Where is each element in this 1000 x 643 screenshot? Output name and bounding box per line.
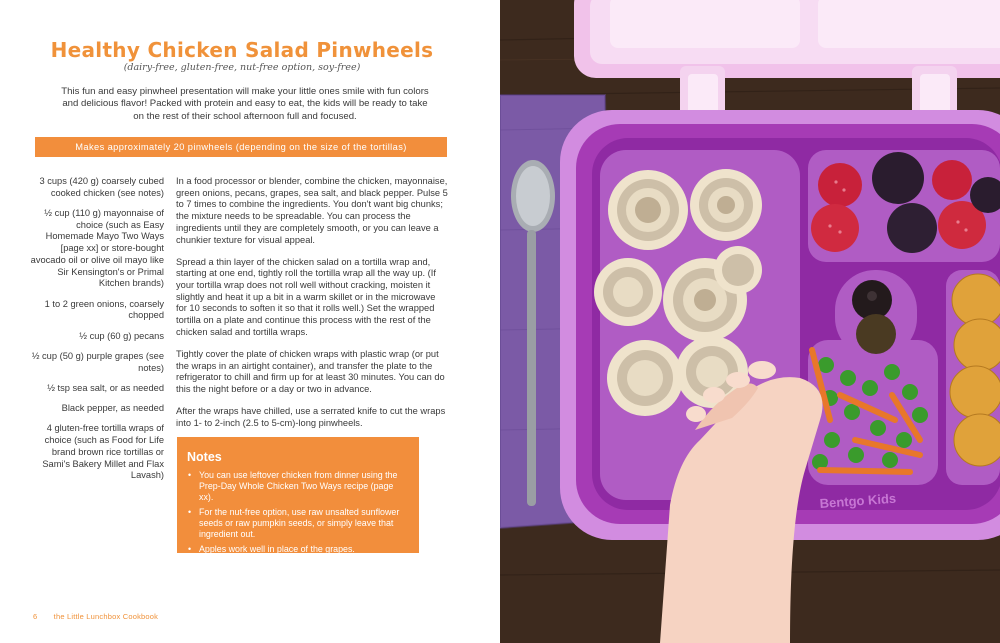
- ingredient-item: ½ cup (60 g) pecans: [79, 330, 164, 341]
- direction-step: Tightly cover the plate of chicken wraps with plastic wrap (or put the wraps in an airtight container), and transfer the plate to the refrigerator to chill and firm up for at least 30 minutes. You can do this the night before or a day or two in advance.: [176, 348, 445, 395]
- book-title: the Little Lunchbox Cookbook: [53, 612, 159, 621]
- direction-step: After the wraps have chilled, use a serrated knife to cut the wraps into 1- to 2-inch (2.5 to 5-cm)-long pinwheels.: [176, 406, 446, 428]
- recipe-intro: This fun and easy pinwheel presentation will make your little ones smile with fun colors and delicious flavor! Packed with protein and easy to eat, the kids will be ready to take on the rest of their school afternoon full and focused.: [61, 86, 429, 122]
- note-item: • For the nut-free option, use raw unsalted sunflower seeds or raw pumpkin seeds, or simply leave that ingredient out.: [187, 507, 409, 540]
- direction-step: Spread a thin layer of the chicken salad on a tortilla wrap and, starting at one end, tightly roll the tortilla wrap all the way up. (If your tortilla wrap does not roll well without cracking, moisten it slightly and heat it up a bit in a warm skillet or in the microwave for 10 seconds to soften it so that it rolls well.) Set the wrapped tortilla on a plate and continue this process with the rest of the chicken salad and tortilla wraps.: [176, 256, 436, 337]
- ingredient-list: [30, 176, 164, 491]
- lunchbox-photo: [500, 0, 1000, 643]
- yield-banner: [35, 137, 447, 157]
- recipe-title: Healthy Chicken Salad Pinwheels: [50, 38, 434, 62]
- lunchbox-brand-text: Bentgo Kids: [819, 490, 897, 511]
- notes-box: [177, 437, 419, 553]
- direction-step: In a food processor or blender, combine the chicken, mayonnaise, green onions, pecans, grapes, sea salt, and black pepper. Pulse 5 to 7 times to combine the ingredients. You don't want big chunks; the mixture needs to be spreadable. You can process the ingredients until they are completely smooth, or you can leave a chunkier texture for visual appeal.: [176, 176, 448, 245]
- ingredient-item: Black pepper, as needed: [61, 403, 164, 414]
- ingredient-item: ½ cup (50 g) purple grapes (see notes): [31, 350, 164, 373]
- ingredient-item: ½ tsp sea salt, or as needed: [47, 382, 164, 393]
- page-number: 6: [33, 612, 38, 621]
- note-item: • Apples work well in place of the grapes.: [187, 544, 409, 555]
- yield-text: Makes approximately 20 pinwheels (depending on the size of the tortillas): [75, 142, 407, 152]
- directions: [176, 176, 448, 440]
- ingredient-item: 4 gluten-free tortilla wraps of choice (such as Food for Life brand brown rice tortillas or Sami's Bakery Millet and Flax Lavash): [42, 423, 164, 481]
- recipe-subtitle: (dairy-free, gluten-free, nut-free option, soy-free): [123, 62, 361, 73]
- note-item: • You can use leftover chicken from dinner using the Prep-Day Whole Chicken Two Ways recipe (page xx).: [187, 470, 409, 503]
- notes-heading: Notes: [187, 450, 222, 464]
- ingredient-item: 1 to 2 green onions, coarsely chopped: [44, 298, 164, 321]
- ingredient-item: ½ cup (110 g) mayonnaise of choice (such as Easy Homemade Mayo Two Ways [page xx] or store-bought avocado oil or olive oil mayo like Sir Kensington's or Primal Kitchen brands): [30, 208, 164, 289]
- notes-list: [187, 470, 409, 555]
- page-footer: [33, 612, 158, 621]
- ingredient-item: 3 cups (420 g) coarsely cubed cooked chicken (see notes): [39, 176, 164, 198]
